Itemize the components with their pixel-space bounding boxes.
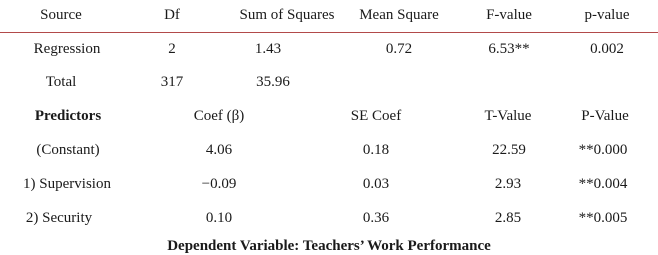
anova-cell-df: 317 [160,74,184,90]
coef-cell-t-value: 2.93 [494,176,522,192]
coef-cell-coef: 0.10 [205,210,233,226]
anova-cell-df: 2 [168,41,176,57]
anova-cell-p-value: 0.002 [590,41,624,57]
anova-header-source: Source [40,7,82,23]
coef-cell-se: 0.18 [362,142,390,158]
anova-cell-mean-square: 0.72 [385,41,413,57]
coef-cell-coef: −0.09 [201,176,237,192]
coef-cell-coef: 4.06 [205,142,233,158]
coef-header-se-coef: SE Coef [350,108,402,124]
coef-cell-p-value: **0.000 [578,142,628,158]
anova-cell-f-value: 6.53** [488,41,530,57]
coef-cell-predictor: 1) Supervision [23,176,111,192]
coef-header-predictors: Predictors [34,108,102,124]
anova-header-sum-of-squares: Sum of Squares [239,7,335,23]
anova-header-mean-square: Mean Square [359,7,439,23]
anova-cell-sum-of-squares: 1.43 [254,41,282,57]
anova-cell-sum-of-squares: 35.96 [256,74,290,90]
coef-header-t-value: T-Value [484,108,532,124]
table-divider-rule [0,32,658,33]
coef-cell-se: 0.03 [362,176,390,192]
coef-header-coef-beta: Coef (β) [193,108,245,124]
coef-header-p-value: P-Value [581,108,629,124]
coef-cell-predictor: 2) Security [25,210,93,226]
coef-cell-se: 0.36 [362,210,390,226]
anova-cell-source: Total [45,74,77,90]
coef-cell-t-value: 22.59 [492,142,526,158]
anova-header-f-value: F-value [486,7,532,23]
coef-cell-predictor: (Constant) [36,142,100,158]
anova-header-p-value: p-value [584,7,630,23]
anova-cell-source: Regression [33,41,101,57]
coef-cell-p-value: **0.004 [578,176,628,192]
coef-cell-t-value: 2.85 [494,210,522,226]
dependent-variable-note: Dependent Variable: Teachers’ Work Performance [167,238,491,254]
coef-cell-p-value: **0.005 [578,210,628,226]
anova-header-df: Df [164,7,180,23]
